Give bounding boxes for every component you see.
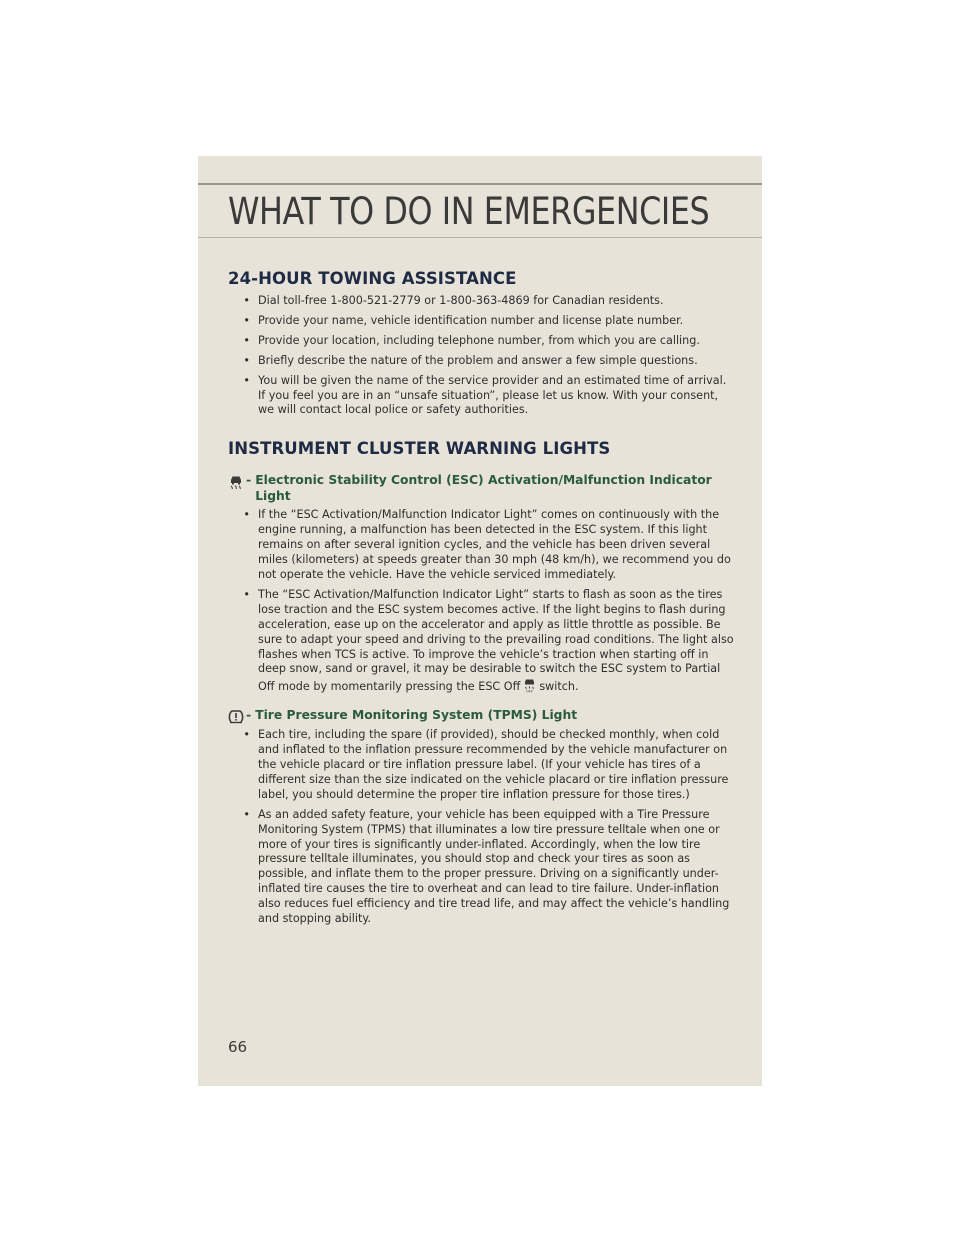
- tpms-title: Tire Pressure Monitoring System (TPMS) Light: [255, 708, 578, 723]
- towing-list: [228, 294, 734, 418]
- tpms-subheading: [228, 707, 734, 724]
- list-item: • You will be given the name of the service provider and an estimated time of arrival. If you feel you are in an “unsafe situation”, please let us know. With your consent, we will contact local police or safety authorities.: [243, 373, 727, 417]
- list-item: • Each tire, including the spare (if provided), should be checked monthly, when cold and inflated to the inflation pressure recommended by the vehicle manufacturer on the vehicle placard or tire inflation pressure label. (If your vehicle has tires of a different size than the size indicated on the vehicle placard or tire inflation pressure label, you should determine the proper tire inflation pressure for those tires.): [243, 728, 729, 801]
- esc-skid-icon: [228, 473, 244, 489]
- esc-off-icon: [523, 677, 536, 693]
- cluster-heading: INSTRUMENT CLUSTER WARNING LIGHTS: [228, 439, 611, 459]
- esc-list: [228, 508, 734, 695]
- page-content: [228, 268, 734, 932]
- esc-dash: -: [246, 472, 252, 488]
- tpms-warning-icon: [228, 708, 244, 724]
- page-title: WHAT TO DO IN EMERGENCIES: [228, 190, 710, 233]
- list-item: • Dial toll-free 1-800-521-2779 or 1-800-363-4869 for Canadian residents.: [243, 294, 664, 307]
- header-rule: [198, 183, 762, 185]
- esc-title: Electronic Stability Control (ESC) Activation/Malfunction Indicator Light: [255, 473, 712, 504]
- tpms-list: [228, 728, 734, 927]
- esc-subheading: [228, 472, 734, 504]
- manual-page: [198, 156, 762, 1086]
- page-number: 66: [228, 1038, 248, 1056]
- list-item: • Briefly describe the nature of the problem and answer a few simple questions.: [243, 353, 698, 367]
- list-item: • The “ESC Activation/Malfunction Indicator Light” starts to flash as soon as the tires lose traction and the ESC system becomes active. If the light begins to flash during acceleration, ease up on the accelerator and apply as little throttle as possible. Be sure to adapt your speed and driving to the prevailing road conditions. The light also flashes when TCS is active. To improve the vehicle’s traction when starting off in deep snow, sand or gravel, it may be desirable to switch the ESC system to Partial Off mode by momentarily pressing the ESC Off OFF switch.: [243, 587, 734, 694]
- list-item: • Provide your location, including telephone number, from which you are calling.: [243, 333, 700, 347]
- list-item: • Provide your name, vehicle identification number and license plate number.: [243, 313, 684, 327]
- esc-off-icon-label: OFF: [526, 689, 534, 694]
- list-item: • As an added safety feature, your vehicle has been equipped with a Tire Pressure Monitoring System (TPMS) that illuminates a low tire pressure telltale when one or more of your tires is significantly under-inflated. Accordingly, when the low tire pressure telltale illuminates, you should stop and check your tires as soon as possible, and inflate them to the proper pressure. Driving on a significantly under-inflated tire causes the tire to overheat and can lead to tire failure. Under-inflation also reduces fuel efficiency and tire tread life, and may affect the vehicle’s handling and stopping ability.: [243, 807, 730, 926]
- towing-heading: 24-HOUR TOWING ASSISTANCE: [228, 269, 517, 288]
- tpms-dash: -: [246, 707, 252, 723]
- header-underline: [198, 237, 762, 238]
- list-item: • If the “ESC Activation/Malfunction Indicator Light” comes on continuously with the engine running, a malfunction has been detected in the ESC system. If this light remains on after several ignition cycles, and the vehicle has been driven several miles (kilometers) at speeds greater than 30 mph (48 km/h), we recommend you do not operate the vehicle. Have the vehicle serviced immediately.: [243, 508, 731, 581]
